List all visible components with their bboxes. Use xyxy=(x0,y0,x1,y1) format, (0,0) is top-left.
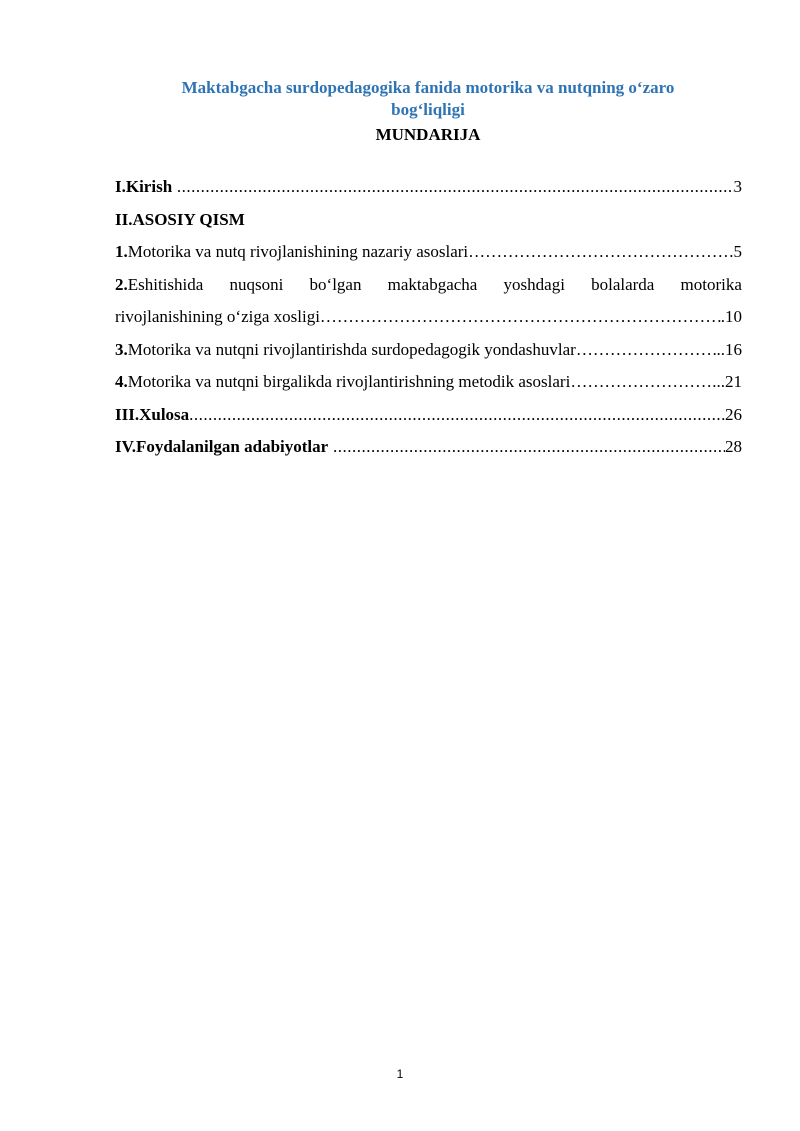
toc-entry-word: nuqsoni xyxy=(229,274,284,294)
toc-page-number: .10 xyxy=(720,307,742,326)
toc-page-number: ...21 xyxy=(712,372,742,391)
toc-page-number: .5 xyxy=(729,242,742,261)
toc-entry-number: 2. xyxy=(115,274,128,294)
toc-page-number: 28 xyxy=(725,437,742,456)
toc-leader-dots xyxy=(189,404,725,426)
toc-leader-dots xyxy=(570,371,712,393)
document-title xyxy=(120,77,736,121)
document-title-line-1: Maktabgacha surdopedagogika fanida motorika va nutqning o‘zaro xyxy=(181,78,675,97)
toc-leader-dots xyxy=(328,436,725,458)
toc-leader-dots xyxy=(320,306,721,328)
toc-entry-adabiyotlar[interactable] xyxy=(115,436,742,469)
toc-leader-dots xyxy=(468,241,729,263)
toc-entry-xulosa[interactable] xyxy=(115,404,742,437)
page-number: 1 xyxy=(396,1067,404,1081)
toc-entry-word: motorika xyxy=(680,274,742,294)
toc-entry-label: IV.Foydalanilgan adabiyotlar xyxy=(115,437,329,456)
toc-entry-number: 3. xyxy=(115,339,128,359)
toc-entry-word: maktabgacha xyxy=(387,274,478,294)
toc-section-label: II.ASOSIY QISM xyxy=(115,209,245,229)
toc-entry-word: yoshdagi xyxy=(503,274,565,294)
toc-entry-1[interactable] xyxy=(115,241,742,274)
toc-entry-word: bo‘lgan xyxy=(309,274,362,294)
toc-entry-number: 1. xyxy=(115,242,128,261)
toc-entry-number: 4. xyxy=(115,372,128,391)
document-title-line-2: bog‘liqligi xyxy=(391,100,465,119)
toc-page-number: 3 xyxy=(733,177,742,196)
toc-entry-text: Motorika va nutq rivojlanishining nazariy asoslari xyxy=(127,242,469,261)
toc-entry-word: bolalarda xyxy=(591,274,655,294)
toc-leader-dots xyxy=(172,176,733,198)
toc-entry-asosiy-qism[interactable] xyxy=(115,209,742,242)
toc-entry-3[interactable] xyxy=(115,339,742,372)
toc-entry-text: Motorika va nutqni rivojlantirishda surdopedagogik yondashuvlar xyxy=(127,339,576,359)
toc-entry-label: I.Kirish xyxy=(115,177,173,196)
toc-heading: MUNDARIJA xyxy=(375,125,481,144)
toc-entry-text: rivojlanishining o‘ziga xosligi xyxy=(115,307,320,326)
toc-entry-word: Eshitishida xyxy=(127,274,204,294)
toc-entry-text: Motorika va nutqni birgalikda rivojlantirishning metodik asoslari xyxy=(127,372,571,391)
toc-entry-label: III.Xulosa xyxy=(115,404,190,424)
toc-entry-2-line-1[interactable] xyxy=(115,274,742,307)
toc-leader-dots xyxy=(576,339,717,361)
toc-page-number: 26 xyxy=(725,404,742,424)
table-of-contents xyxy=(115,176,742,469)
toc-entry-kirish[interactable] xyxy=(115,176,742,209)
toc-entry-4[interactable] xyxy=(115,371,742,404)
toc-entry-2-line-2[interactable] xyxy=(115,306,742,339)
toc-page-number: ..16 xyxy=(716,339,742,359)
